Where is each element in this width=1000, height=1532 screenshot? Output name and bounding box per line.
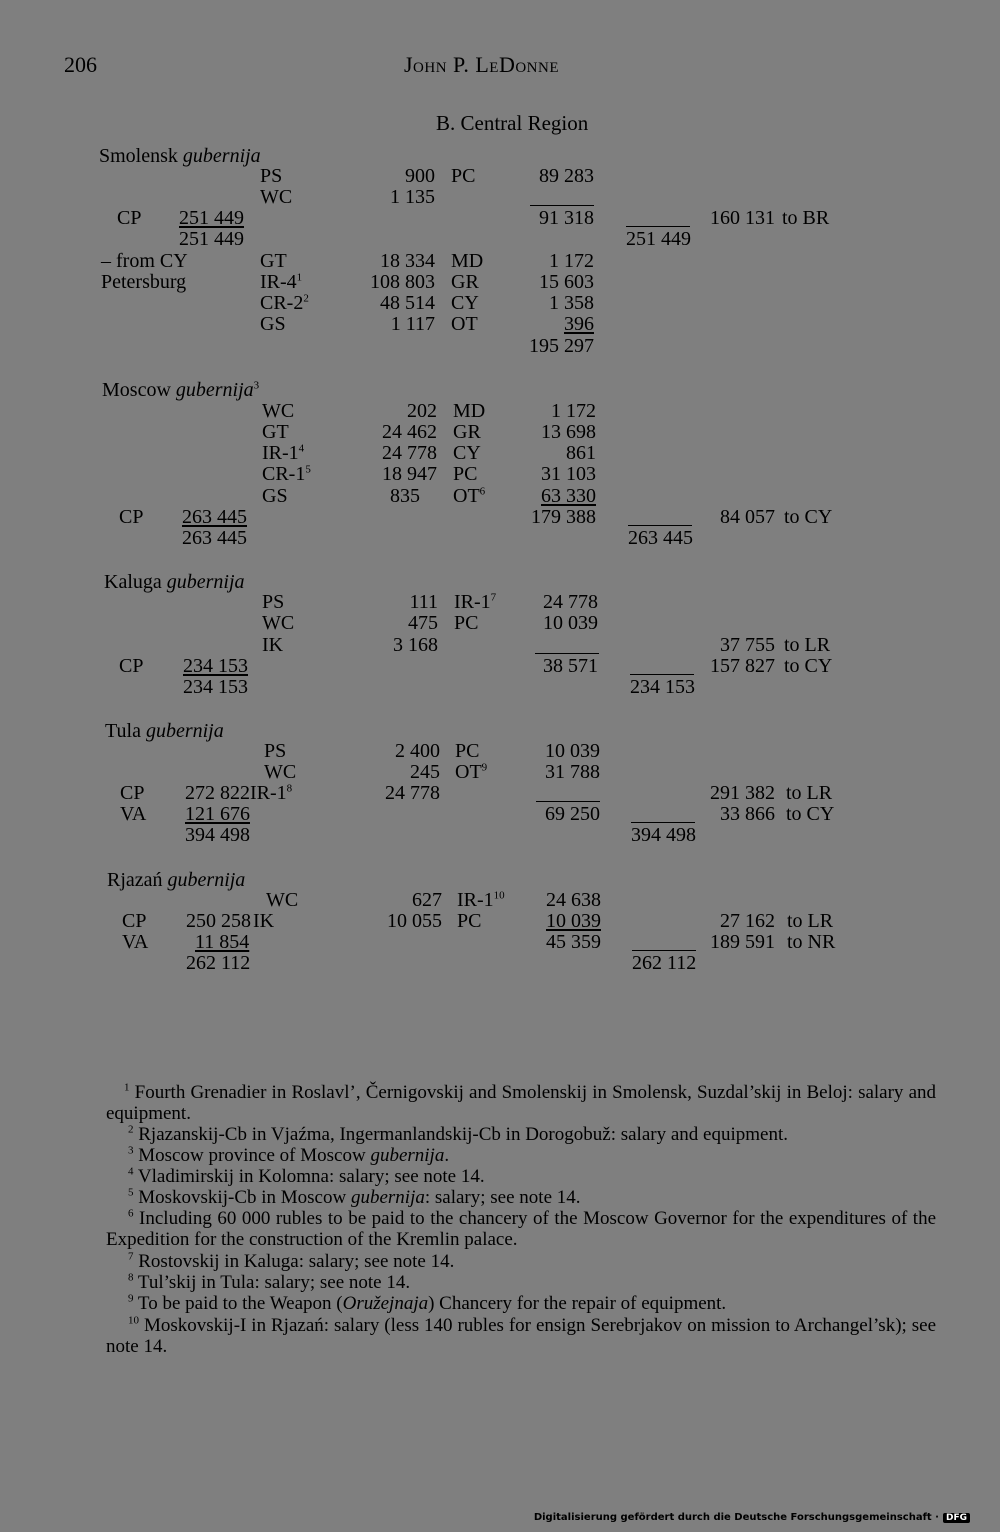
footnote-text: Rostovskij in Kaluga: salary; see note 14. [138, 1251, 455, 1272]
sum-rule [628, 525, 692, 526]
province-unit: gubernija [145, 720, 224, 742]
footnote-number: 4 [128, 1165, 134, 1178]
code: GT [260, 250, 287, 272]
transfer-destination: to LR [787, 910, 834, 932]
code [262, 442, 304, 464]
code: PC [454, 612, 479, 634]
amount: 10 039 [546, 910, 601, 932]
subtotal: 45 359 [546, 931, 601, 953]
province-unit: gubernija [167, 869, 246, 891]
footnote-5 [128, 1187, 581, 1208]
label: CP [120, 782, 145, 804]
amount: 835 [390, 485, 420, 507]
footnote-3 [128, 1145, 449, 1166]
amount: 13 698 [541, 421, 596, 443]
amount: 475 [408, 612, 438, 634]
total: 251 449 [179, 228, 244, 250]
amount: 18 334 [380, 250, 435, 272]
code [262, 463, 311, 485]
code: PS [264, 740, 287, 762]
sum-rule [535, 653, 599, 654]
footnote-2 [128, 1124, 788, 1145]
code [260, 292, 309, 314]
transfer-destination: to CY [786, 803, 835, 825]
amount: 627 [412, 889, 442, 911]
transfer-destination: to CY [784, 655, 833, 677]
sum-rule [630, 674, 694, 675]
amount: 11 854 [195, 931, 250, 953]
footnote-text: To be paid to the Weapon ( [137, 1293, 343, 1314]
amount: 272 822 [185, 782, 250, 804]
footnote-number: 7 [128, 1250, 134, 1263]
code: WC [266, 889, 299, 911]
code: CY [453, 442, 481, 464]
footnote-ref: 7 [490, 591, 497, 604]
label: CP [119, 655, 144, 677]
amount: 251 449 [179, 207, 244, 229]
amount: 2 400 [395, 740, 440, 762]
code-label: IR-1 [457, 889, 494, 911]
code: PC [457, 910, 482, 932]
total: 394 498 [185, 824, 250, 846]
label: CP [122, 910, 147, 932]
amount: 202 [407, 400, 437, 422]
total: 234 153 [183, 676, 248, 698]
transfer-destination: to CY [784, 506, 833, 528]
code-label: OT [455, 761, 482, 783]
province-name: Rjazań [107, 869, 163, 891]
label: Petersburg [101, 271, 187, 293]
province-name: Moscow [102, 379, 171, 401]
amount: 245 [410, 761, 440, 783]
amount: 89 283 [539, 165, 594, 187]
transfer-destination: to BR [782, 207, 830, 229]
amount: 24 462 [382, 421, 437, 443]
code [455, 761, 487, 783]
footnote-number: 6 [128, 1207, 134, 1220]
total: 263 445 [628, 527, 693, 549]
footnote-text: Rjazanskij-Cb in Vjaźma, Ingermanlandskij-Cb in Dorogobuž: salary and equipment. [138, 1124, 788, 1145]
running-head: John P. LeDonne [404, 52, 560, 77]
sum-rule [626, 226, 690, 227]
subtotal: 91 318 [539, 207, 594, 229]
footnote-10 [106, 1315, 936, 1358]
province-name: Tula [105, 720, 141, 742]
footnote-text: : salary; see note 14. [424, 1187, 581, 1208]
amount: 111 [409, 591, 438, 613]
code-label: IR-1 [262, 442, 299, 464]
footnote-text: Including 60 000 rubles to be paid to the chancery of the Moscow Governor for the expenditures of the Expedition for the construction of the Kremlin palace. [106, 1208, 937, 1251]
total: 394 498 [631, 824, 696, 846]
code: CY [451, 292, 479, 314]
amount: 63 330 [541, 485, 596, 507]
footnote-1 [106, 1082, 936, 1125]
footnote-emphasis: Oružejnaja [342, 1293, 429, 1314]
code [454, 591, 496, 613]
amount: 24 638 [546, 889, 601, 911]
code [250, 782, 292, 804]
transfer-destination: to LR [786, 782, 833, 804]
sum-rule [530, 205, 594, 206]
code: GS [262, 485, 288, 507]
transfer-amount: 291 382 [710, 782, 775, 804]
province-heading-moscow [102, 379, 259, 401]
province-heading-kaluga [104, 571, 245, 593]
province-unit: gubernija [166, 571, 245, 593]
code: GT [262, 421, 289, 443]
total: 195 297 [529, 335, 594, 357]
transfer-amount: 33 866 [720, 803, 775, 825]
transfer-amount: 160 131 [710, 207, 775, 229]
code: PS [260, 165, 283, 187]
code: GR [453, 421, 481, 443]
footnote-number: 1 [124, 1081, 130, 1094]
province-unit: gubernija [182, 145, 261, 167]
province-name: Kaluga [104, 571, 162, 593]
footnote-6 [106, 1208, 936, 1251]
digitization-credit [534, 1512, 970, 1523]
amount: 1 117 [390, 313, 435, 335]
footnote-text: ) Chancery for the repair of equipment. [428, 1293, 727, 1314]
footnote-ref: 8 [286, 782, 293, 795]
footnote-ref: 10 [493, 889, 505, 902]
total: 262 112 [632, 952, 697, 974]
amount: 10 039 [543, 612, 598, 634]
footnote-emphasis: gubernija [350, 1187, 425, 1208]
footnote-9 [128, 1293, 726, 1314]
footnote-text: Tul’skij in Tula: salary; see note 14. [137, 1272, 411, 1293]
code: WC [260, 186, 293, 208]
code: MD [451, 250, 484, 272]
province-heading-rjazan [107, 869, 245, 891]
code: WC [262, 400, 295, 422]
amount: 396 [564, 313, 594, 335]
footnote-number: 2 [128, 1123, 134, 1136]
subtotal: 69 250 [545, 803, 600, 825]
footnote-ref: 4 [298, 442, 305, 455]
code: OT [451, 313, 478, 335]
section-title: B. Central Region [436, 111, 589, 135]
footnote-7 [128, 1251, 454, 1272]
code-label: IR-1 [454, 591, 491, 613]
footnote-ref: 6 [479, 485, 486, 498]
transfer-amount: 189 591 [710, 931, 775, 953]
amount: 1 172 [549, 250, 594, 272]
code: PC [453, 463, 478, 485]
amount: 250 258 [186, 910, 251, 932]
code-label: CR-2 [260, 292, 304, 314]
amount: 24 778 [543, 591, 598, 613]
amount: 31 788 [545, 761, 600, 783]
code [453, 485, 485, 507]
amount: 24 778 [385, 782, 440, 804]
amount: 1 358 [549, 292, 594, 314]
amount: 18 947 [382, 463, 437, 485]
sum-rule [536, 801, 600, 802]
footnote-text: Moskovskij-I in Rjazań: salary (less 140 rubles for ensign Serebrjakov on mission to Archangel’sk); see note 14. [106, 1315, 937, 1358]
code: MD [453, 400, 486, 422]
footnote-ref: 3 [253, 379, 260, 392]
amount: 234 153 [183, 655, 248, 677]
code: PS [262, 591, 285, 613]
province-heading-tula [105, 720, 224, 742]
credit-text: Digitalisierung gefördert durch die Deutsche Forschungsgemeinschaft · [533, 1512, 939, 1523]
amount: 48 514 [380, 292, 435, 314]
footnote-number: 3 [128, 1144, 134, 1157]
amount: 15 603 [539, 271, 594, 293]
transfer-amount: 27 162 [720, 910, 775, 932]
code [457, 889, 505, 911]
total: 179 388 [531, 506, 596, 528]
code: GR [451, 271, 479, 293]
sum-rule [631, 822, 695, 823]
province-name: Smolensk [99, 145, 178, 167]
footnote-text: Moscow province of Moscow [138, 1145, 371, 1166]
code: GS [260, 313, 286, 335]
transfer-destination: to LR [784, 634, 831, 656]
footnote-ref: 9 [481, 761, 488, 774]
dfg-logo: DFG [943, 1513, 970, 1523]
footnote-text: Fourth Grenadier in Roslavl’, Černigovskij and Smolenskij in Smolensk, Suzdal’skij in Beloj: salary and equipment. [106, 1082, 937, 1125]
code: IK [262, 634, 284, 656]
footnote-ref: 5 [305, 463, 311, 476]
province-heading-smolensk [99, 145, 261, 167]
amount: 24 778 [382, 442, 437, 464]
footnote-emphasis: gubernija [370, 1145, 445, 1166]
amount: 121 676 [185, 803, 250, 825]
amount: 10 055 [387, 910, 442, 932]
label: – from CY [101, 250, 188, 272]
footnote-number: 9 [128, 1292, 134, 1305]
total: 234 153 [630, 676, 695, 698]
transfer-destination: to NR [787, 931, 836, 953]
footnote-text: Moskovskij-Cb in Moscow [138, 1187, 351, 1208]
amount: 1 172 [551, 400, 596, 422]
subtotal: 38 571 [543, 655, 598, 677]
label: VA [120, 803, 147, 825]
code [260, 271, 302, 293]
total: 251 449 [626, 228, 691, 250]
label: VA [122, 931, 149, 953]
amount: 3 168 [393, 634, 438, 656]
total: 263 445 [182, 527, 247, 549]
transfer-amount: 84 057 [720, 506, 775, 528]
label: CP [119, 506, 144, 528]
amount: 108 803 [370, 271, 435, 293]
code: PC [451, 165, 476, 187]
amount: 900 [405, 165, 435, 187]
code-label: IR-1 [250, 782, 287, 804]
footnote-4 [128, 1166, 485, 1187]
label: CP [117, 207, 142, 229]
amount: 10 039 [545, 740, 600, 762]
code-label: IR-4 [260, 271, 297, 293]
footnote-number: 5 [128, 1186, 134, 1199]
footnote-ref: 1 [296, 271, 303, 284]
amount: 861 [566, 442, 596, 464]
transfer-amount: 37 755 [720, 634, 775, 656]
province-unit: gubernija [175, 379, 254, 401]
code: WC [264, 761, 297, 783]
total: 262 112 [186, 952, 251, 974]
code: PC [455, 740, 480, 762]
code: WC [262, 612, 295, 634]
transfer-amount: 157 827 [710, 655, 775, 677]
footnote-number: 8 [128, 1271, 134, 1284]
footnote-8 [128, 1272, 410, 1293]
footnote-ref: 2 [303, 292, 309, 305]
footnote-text: Vladimirskij in Kolomna: salary; see note 14. [137, 1166, 485, 1187]
code: IK [253, 910, 275, 932]
footnote-text: . [444, 1145, 450, 1166]
amount: 1 135 [390, 186, 435, 208]
amount: 263 445 [182, 506, 247, 528]
code-label: OT [453, 485, 480, 507]
footnote-number: 10 [128, 1314, 139, 1327]
sum-rule [632, 950, 696, 951]
page-number: 206 [64, 52, 97, 77]
amount: 31 103 [541, 463, 596, 485]
code-label: CR-1 [262, 463, 306, 485]
